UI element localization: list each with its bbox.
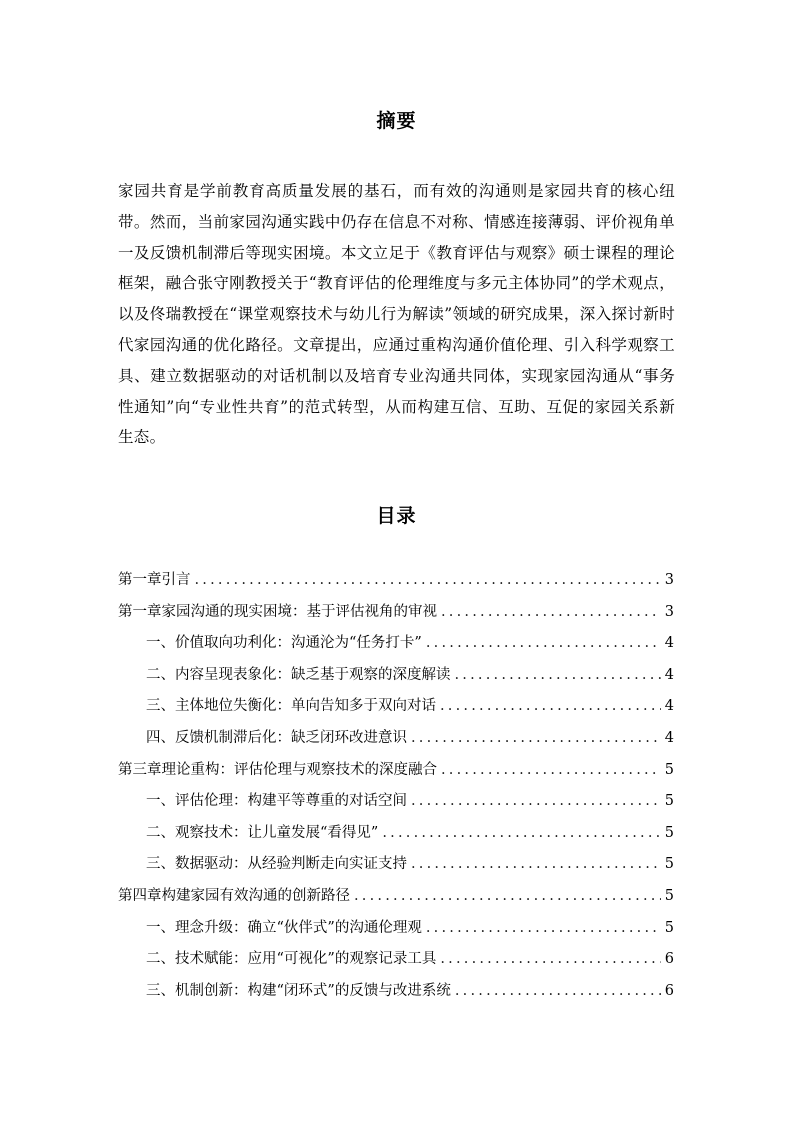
table-of-contents bbox=[118, 568, 674, 1010]
toc-entry-label: 三、机制创新：构建“闭环式”的反馈与改进系统 bbox=[146, 982, 451, 999]
toc-page-number: 6 bbox=[664, 982, 674, 999]
toc-dot-leader bbox=[411, 856, 661, 872]
toc-page-number: 4 bbox=[664, 729, 674, 746]
toc-entry-label: 三、主体地位失衡化：单向告知多于双向对话 bbox=[146, 698, 436, 715]
toc-dot-leader bbox=[426, 635, 661, 651]
toc-page-number: 3 bbox=[664, 572, 674, 588]
toc-dot-leader bbox=[440, 698, 661, 714]
toc-entry-label: 一、评估伦理：构建平等尊重的对话空间 bbox=[146, 793, 407, 810]
toc-entry-label: 第四章构建家园有效沟通的创新路径 bbox=[118, 887, 350, 904]
toc-page-number: 6 bbox=[664, 951, 674, 968]
toc-dot-leader bbox=[441, 604, 661, 620]
toc-entry-label: 二、观察技术：让儿童发展“看得见” bbox=[146, 824, 379, 841]
toc-page-number: 3 bbox=[664, 603, 674, 620]
toc-dot-leader bbox=[441, 762, 661, 778]
toc-page-number: 4 bbox=[664, 635, 674, 652]
toc-entry-label: 一、理念升级：确立“伙伴式”的沟通伦理观 bbox=[146, 919, 422, 936]
toc-entry-chapter-dilemmas[interactable] bbox=[118, 600, 674, 632]
toc-dot-leader bbox=[195, 572, 661, 588]
abstract-body bbox=[118, 176, 675, 453]
toc-page-number: 5 bbox=[664, 793, 674, 810]
toc-page-number: 5 bbox=[664, 856, 674, 873]
toc-page-number: 4 bbox=[664, 698, 674, 715]
toc-page-number: 5 bbox=[664, 761, 674, 778]
toc-dot-leader bbox=[411, 730, 661, 746]
toc-entry-chapter-4[interactable] bbox=[118, 884, 674, 916]
toc-dot-leader bbox=[382, 825, 660, 841]
toc-entry-section[interactable] bbox=[118, 789, 674, 821]
toc-entry-label: 二、技术赋能：应用“可视化”的观察记录工具 bbox=[146, 951, 437, 968]
toc-dot-leader bbox=[354, 888, 661, 904]
toc-dot-leader bbox=[455, 983, 661, 999]
toc-entry-section[interactable] bbox=[118, 694, 674, 726]
toc-dot-leader bbox=[440, 951, 660, 967]
toc-entry-label: 第一章引言 bbox=[118, 572, 191, 588]
toc-page-number: 5 bbox=[664, 919, 674, 936]
toc-entry-section[interactable] bbox=[118, 821, 674, 853]
toc-page-number: 4 bbox=[664, 666, 674, 683]
abstract-paragraph: 家园共育是学前教育高质量发展的基石，而有效的沟通则是家园共育的核心纽带。然而，当前家园沟通实践中仍存在信息不对称、情感连接薄弱、评价视角单一及反馈机制滞后等现实困境。本文立足于《教育评估与观察》硕士课程的理论框架，融合张守刚教授关于“教育评估的伦理维度与多元主体协同”的学术观点，以及佟瑞教授在“课堂观察技术与幼儿行为解读”领域的研究成果，深入探讨新时代家园沟通的优化路径。文章提出，应通过重构沟通价值伦理、引入科学观察工具、建立数据驱动的对话机制以及培育专业沟通共同体，实现家园沟通从“事务性通知”向“专业性共育”的范式转型，从而构建互信、互助、互促的家园关系新生态。 bbox=[118, 182, 675, 447]
toc-title: 目录 bbox=[376, 505, 417, 527]
toc-page-number: 5 bbox=[664, 887, 674, 904]
toc-entry-label: 第三章理论重构：评估伦理与观察技术的深度融合 bbox=[118, 761, 437, 778]
abstract-title: 摘要 bbox=[376, 110, 417, 132]
toc-entry-section[interactable] bbox=[118, 852, 674, 884]
toc-entry-label: 三、数据驱动：从经验判断走向实证支持 bbox=[146, 856, 407, 873]
toc-entry-label: 第一章家园沟通的现实困境：基于评估视角的审视 bbox=[118, 603, 437, 620]
toc-entry-chapter-1-intro[interactable] bbox=[118, 568, 674, 600]
toc-entry-section[interactable] bbox=[118, 631, 674, 663]
toc-entry-section[interactable] bbox=[118, 663, 674, 695]
toc-entry-chapter-3[interactable] bbox=[118, 758, 674, 790]
toc-entry-label: 四、反馈机制滞后化：缺乏闭环改进意识 bbox=[146, 729, 407, 746]
toc-dot-leader bbox=[426, 920, 661, 936]
toc-entry-label: 一、价值取向功利化：沟通沦为“任务打卡” bbox=[146, 635, 422, 652]
toc-entry-section[interactable] bbox=[118, 979, 674, 1011]
toc-entry-section[interactable] bbox=[118, 726, 674, 758]
toc-page-number: 5 bbox=[664, 824, 674, 841]
toc-entry-section[interactable] bbox=[118, 916, 674, 948]
toc-entry-label: 二、内容呈现表象化：缺乏基于观察的深度解读 bbox=[146, 666, 451, 683]
toc-entry-section[interactable] bbox=[118, 947, 674, 979]
toc-dot-leader bbox=[411, 793, 661, 809]
toc-dot-leader bbox=[455, 667, 661, 683]
